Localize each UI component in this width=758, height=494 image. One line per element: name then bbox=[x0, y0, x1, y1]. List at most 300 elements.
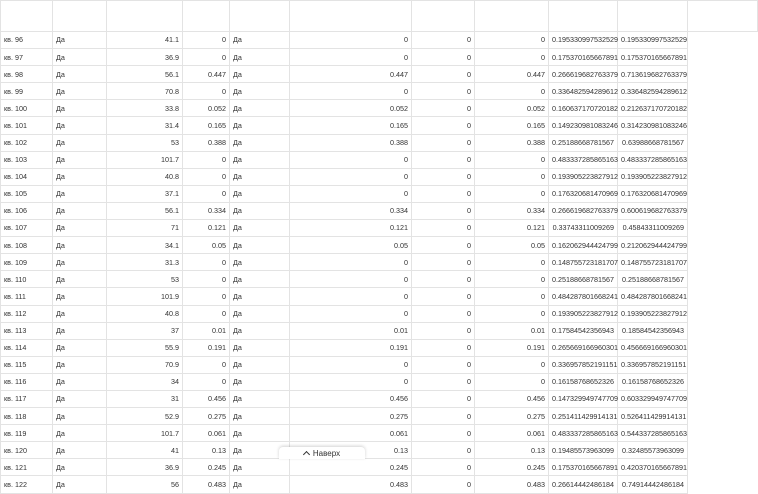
flag-cell[interactable]: Да bbox=[230, 220, 290, 237]
value-cell[interactable]: 0.05 bbox=[183, 237, 230, 254]
value-cell[interactable]: 0 bbox=[412, 390, 475, 407]
flag-cell[interactable]: Да bbox=[230, 117, 290, 134]
value-cell[interactable]: 0 bbox=[475, 185, 549, 202]
flag-cell[interactable]: Да bbox=[230, 425, 290, 442]
value-cell[interactable]: 0.052 bbox=[183, 100, 230, 117]
area-cell[interactable]: 31.4 bbox=[107, 117, 183, 134]
area-cell[interactable]: 53 bbox=[107, 271, 183, 288]
apartment-cell[interactable]: кв. 122 bbox=[1, 476, 53, 493]
value-cell[interactable]: 0 bbox=[290, 168, 412, 185]
table-row bbox=[1, 425, 758, 442]
value-cell[interactable]: 0 bbox=[412, 237, 475, 254]
value-cell[interactable]: 0.052 bbox=[290, 100, 412, 117]
value-cell[interactable]: 0 bbox=[475, 373, 549, 390]
flag-cell[interactable]: Да bbox=[230, 390, 290, 407]
table-row bbox=[1, 288, 758, 305]
value-cell[interactable]: 0 bbox=[475, 83, 549, 100]
apartment-cell[interactable]: кв. 119 bbox=[1, 425, 53, 442]
area-cell[interactable]: 37.1 bbox=[107, 185, 183, 202]
total-cell[interactable]: 0.483337285865163 bbox=[618, 151, 688, 168]
value-cell[interactable]: 0 bbox=[183, 168, 230, 185]
value-cell[interactable]: 0.121 bbox=[183, 220, 230, 237]
flag-cell[interactable]: Да bbox=[230, 202, 290, 219]
total-cell[interactable]: 0.212062944424799 bbox=[618, 237, 688, 254]
apartment-cell[interactable]: кв. 108 bbox=[1, 237, 53, 254]
total-cell[interactable]: 0.456669166960301 bbox=[618, 339, 688, 356]
value-cell[interactable]: 0 bbox=[290, 305, 412, 322]
value-cell[interactable]: 0 bbox=[290, 83, 412, 100]
header-cell bbox=[53, 1, 107, 32]
total-cell[interactable]: 0.526411429914131 bbox=[618, 408, 688, 425]
value-cell[interactable]: 0 bbox=[412, 100, 475, 117]
value-cell[interactable]: 0.191 bbox=[290, 339, 412, 356]
flag-cell[interactable]: Да bbox=[53, 459, 107, 476]
flag-cell[interactable]: Да bbox=[230, 459, 290, 476]
value-cell[interactable]: 0.334 bbox=[475, 202, 549, 219]
value-cell[interactable]: 0.388 bbox=[183, 134, 230, 151]
flag-cell[interactable]: Да bbox=[230, 356, 290, 373]
total-cell[interactable]: 0.195330997532529 bbox=[618, 32, 688, 49]
flag-cell[interactable]: Да bbox=[230, 49, 290, 66]
value-cell[interactable]: 0.456 bbox=[290, 390, 412, 407]
area-cell[interactable]: 40.8 bbox=[107, 305, 183, 322]
flag-cell[interactable]: Да bbox=[53, 254, 107, 271]
value-cell[interactable]: 0.388 bbox=[475, 134, 549, 151]
value-cell[interactable]: 0.245 bbox=[183, 459, 230, 476]
value-cell[interactable]: 0 bbox=[412, 49, 475, 66]
area-cell[interactable]: 36.9 bbox=[107, 459, 183, 476]
value-cell[interactable]: 0.121 bbox=[290, 220, 412, 237]
value-cell[interactable]: 0.052 bbox=[475, 100, 549, 117]
flag-cell[interactable]: Да bbox=[53, 66, 107, 83]
flag-cell[interactable]: Да bbox=[230, 254, 290, 271]
value-cell[interactable]: 0 bbox=[412, 83, 475, 100]
share-cell[interactable]: 0.336482594289612 bbox=[549, 83, 618, 100]
value-cell[interactable]: 0.05 bbox=[290, 237, 412, 254]
table-row bbox=[1, 32, 758, 49]
share-cell[interactable]: 0.17584542356943 bbox=[549, 322, 618, 339]
share-cell[interactable]: 0.193905223827912 bbox=[549, 168, 618, 185]
total-cell[interactable]: 0.74914442486184 bbox=[618, 476, 688, 493]
flag-cell[interactable]: Да bbox=[230, 151, 290, 168]
area-cell[interactable]: 56.1 bbox=[107, 202, 183, 219]
value-cell[interactable]: 0 bbox=[183, 356, 230, 373]
value-cell[interactable]: 0 bbox=[475, 254, 549, 271]
value-cell[interactable]: 0 bbox=[290, 271, 412, 288]
value-cell[interactable]: 0 bbox=[290, 288, 412, 305]
value-cell[interactable]: 0.447 bbox=[183, 66, 230, 83]
share-cell[interactable]: 0.484287801668241 bbox=[549, 288, 618, 305]
area-cell[interactable]: 101.9 bbox=[107, 288, 183, 305]
value-cell[interactable]: 0 bbox=[412, 271, 475, 288]
value-cell[interactable]: 0.245 bbox=[290, 459, 412, 476]
total-cell[interactable]: 0.314230981083246 bbox=[618, 117, 688, 134]
value-cell[interactable]: 0 bbox=[290, 254, 412, 271]
value-cell[interactable]: 0.388 bbox=[290, 134, 412, 151]
apartment-cell[interactable]: кв. 117 bbox=[1, 390, 53, 407]
apartment-cell[interactable]: кв. 102 bbox=[1, 134, 53, 151]
apartment-cell[interactable]: кв. 115 bbox=[1, 356, 53, 373]
flag-cell[interactable]: Да bbox=[53, 49, 107, 66]
flag-cell[interactable]: Да bbox=[230, 168, 290, 185]
apartment-cell[interactable]: кв. 105 bbox=[1, 185, 53, 202]
value-cell[interactable]: 0 bbox=[183, 32, 230, 49]
flag-cell[interactable]: Да bbox=[53, 339, 107, 356]
flag-cell[interactable]: Да bbox=[53, 476, 107, 493]
value-cell[interactable]: 0 bbox=[412, 442, 475, 459]
share-cell[interactable]: 0.175370165667891 bbox=[549, 459, 618, 476]
share-cell[interactable]: 0.26614442486184 bbox=[549, 476, 618, 493]
area-cell[interactable]: 52.9 bbox=[107, 408, 183, 425]
value-cell[interactable]: 0.456 bbox=[475, 390, 549, 407]
flag-cell[interactable]: Да bbox=[53, 202, 107, 219]
table-row bbox=[1, 168, 758, 185]
value-cell[interactable]: 0.01 bbox=[475, 322, 549, 339]
value-cell[interactable]: 0 bbox=[183, 151, 230, 168]
flag-cell[interactable]: Да bbox=[53, 32, 107, 49]
apartment-cell[interactable]: кв. 107 bbox=[1, 220, 53, 237]
value-cell[interactable]: 0.275 bbox=[290, 408, 412, 425]
apartment-cell[interactable]: кв. 104 bbox=[1, 168, 53, 185]
flag-cell[interactable]: Да bbox=[230, 185, 290, 202]
share-cell[interactable]: 0.16158768652326 bbox=[549, 373, 618, 390]
area-cell[interactable]: 56 bbox=[107, 476, 183, 493]
apartment-cell[interactable]: кв. 106 bbox=[1, 202, 53, 219]
value-cell[interactable]: 0 bbox=[412, 356, 475, 373]
apartment-cell[interactable]: кв. 112 bbox=[1, 305, 53, 322]
area-cell[interactable]: 70.9 bbox=[107, 356, 183, 373]
flag-cell[interactable]: Да bbox=[53, 237, 107, 254]
header-cell bbox=[1, 1, 53, 32]
area-cell[interactable]: 37 bbox=[107, 322, 183, 339]
flag-cell[interactable]: Да bbox=[53, 117, 107, 134]
share-cell[interactable]: 0.251411429914131 bbox=[549, 408, 618, 425]
flag-cell[interactable]: Да bbox=[53, 442, 107, 459]
chevron-up-icon bbox=[303, 450, 310, 457]
total-cell[interactable]: 0.336957852191151 bbox=[618, 356, 688, 373]
flag-cell[interactable]: Да bbox=[53, 356, 107, 373]
value-cell[interactable]: 0.061 bbox=[475, 425, 549, 442]
value-cell[interactable]: 0 bbox=[412, 134, 475, 151]
area-cell[interactable]: 36.9 bbox=[107, 49, 183, 66]
area-cell[interactable]: 41 bbox=[107, 442, 183, 459]
value-cell[interactable]: 0.165 bbox=[290, 117, 412, 134]
value-cell[interactable]: 0.121 bbox=[475, 220, 549, 237]
value-cell[interactable]: 0 bbox=[290, 356, 412, 373]
value-cell[interactable]: 0.05 bbox=[475, 237, 549, 254]
flag-cell[interactable]: Да bbox=[230, 237, 290, 254]
area-cell[interactable]: 71 bbox=[107, 220, 183, 237]
value-cell[interactable]: 0 bbox=[412, 66, 475, 83]
flag-cell[interactable]: Да bbox=[230, 339, 290, 356]
total-cell[interactable]: 0.420370165667891 bbox=[618, 459, 688, 476]
value-cell[interactable]: 0 bbox=[412, 32, 475, 49]
share-cell[interactable]: 0.19485573963099 bbox=[549, 442, 618, 459]
area-cell[interactable]: 41.1 bbox=[107, 32, 183, 49]
value-cell[interactable]: 0 bbox=[183, 288, 230, 305]
table-row bbox=[1, 322, 758, 339]
value-cell[interactable]: 0 bbox=[412, 408, 475, 425]
value-cell[interactable]: 0 bbox=[183, 305, 230, 322]
value-cell[interactable]: 0 bbox=[183, 271, 230, 288]
share-cell[interactable]: 0.175370165667891 bbox=[549, 49, 618, 66]
flag-cell[interactable]: Да bbox=[53, 220, 107, 237]
apartment-cell[interactable]: кв. 113 bbox=[1, 322, 53, 339]
share-cell[interactable]: 0.193905223827912 bbox=[549, 305, 618, 322]
apartment-cell[interactable]: кв. 98 bbox=[1, 66, 53, 83]
area-cell[interactable]: 40.8 bbox=[107, 168, 183, 185]
value-cell[interactable]: 0.13 bbox=[183, 442, 230, 459]
flag-cell[interactable]: Да bbox=[230, 100, 290, 117]
value-cell[interactable]: 0.01 bbox=[183, 322, 230, 339]
flag-cell[interactable]: Да bbox=[53, 100, 107, 117]
flag-cell[interactable]: Да bbox=[230, 373, 290, 390]
flag-cell[interactable]: Да bbox=[230, 134, 290, 151]
table-row bbox=[1, 83, 758, 100]
table-row bbox=[1, 237, 758, 254]
value-cell[interactable]: 0 bbox=[412, 254, 475, 271]
value-cell[interactable]: 0 bbox=[290, 373, 412, 390]
value-cell[interactable]: 0 bbox=[475, 305, 549, 322]
total-cell[interactable]: 0.600619682763379 bbox=[618, 202, 688, 219]
share-cell[interactable]: 0.195330997532529 bbox=[549, 32, 618, 49]
area-cell[interactable]: 31.3 bbox=[107, 254, 183, 271]
share-cell[interactable]: 0.265669166960301 bbox=[549, 339, 618, 356]
flag-cell[interactable]: Да bbox=[53, 373, 107, 390]
value-cell[interactable]: 0 bbox=[475, 356, 549, 373]
total-cell[interactable]: 0.63988668781567 bbox=[618, 134, 688, 151]
table-row bbox=[1, 100, 758, 117]
area-cell[interactable]: 55.9 bbox=[107, 339, 183, 356]
area-cell[interactable]: 34.1 bbox=[107, 237, 183, 254]
apartment-cell[interactable]: кв. 97 bbox=[1, 49, 53, 66]
value-cell[interactable]: 0.447 bbox=[475, 66, 549, 83]
share-cell[interactable]: 0.149230981083246 bbox=[549, 117, 618, 134]
value-cell[interactable]: 0 bbox=[412, 305, 475, 322]
table-row bbox=[1, 134, 758, 151]
flag-cell[interactable]: Да bbox=[230, 476, 290, 493]
apartment-cell[interactable]: кв. 118 bbox=[1, 408, 53, 425]
total-cell[interactable]: 0.175370165667891 bbox=[618, 49, 688, 66]
share-cell[interactable]: 0.266619682763379 bbox=[549, 202, 618, 219]
table-row bbox=[1, 356, 758, 373]
value-cell[interactable]: 0 bbox=[412, 322, 475, 339]
total-cell[interactable]: 0.544337285865163 bbox=[618, 425, 688, 442]
flag-cell[interactable]: Да bbox=[230, 322, 290, 339]
value-cell[interactable]: 0.01 bbox=[290, 322, 412, 339]
apartment-cell[interactable]: кв. 109 bbox=[1, 254, 53, 271]
flag-cell[interactable]: Да bbox=[53, 305, 107, 322]
back-to-top-button[interactable] bbox=[279, 447, 365, 459]
value-cell[interactable]: 0 bbox=[412, 117, 475, 134]
apartment-cell[interactable]: кв. 111 bbox=[1, 288, 53, 305]
total-cell[interactable]: 0.193905223827912 bbox=[618, 305, 688, 322]
flag-cell[interactable]: Да bbox=[53, 134, 107, 151]
flag-cell[interactable]: Да bbox=[53, 151, 107, 168]
value-cell[interactable]: 0 bbox=[412, 373, 475, 390]
area-cell[interactable]: 101.7 bbox=[107, 425, 183, 442]
total-cell[interactable]: 0.18584542356943 bbox=[618, 322, 688, 339]
value-cell[interactable]: 0.334 bbox=[183, 202, 230, 219]
value-cell[interactable]: 0.13 bbox=[475, 442, 549, 459]
value-cell[interactable]: 0.456 bbox=[183, 390, 230, 407]
value-cell[interactable]: 0 bbox=[412, 288, 475, 305]
flag-cell[interactable]: Да bbox=[53, 271, 107, 288]
header-cell bbox=[107, 1, 183, 32]
table-row bbox=[1, 390, 758, 407]
apartment-cell[interactable]: кв. 120 bbox=[1, 442, 53, 459]
share-cell[interactable]: 0.266619682763379 bbox=[549, 66, 618, 83]
share-cell[interactable]: 0.33743311009269 bbox=[549, 220, 618, 237]
share-cell[interactable]: 0.336957852191151 bbox=[549, 356, 618, 373]
value-cell[interactable]: 0 bbox=[412, 339, 475, 356]
flag-cell[interactable]: Да bbox=[53, 390, 107, 407]
share-cell[interactable]: 0.176320681470969 bbox=[549, 185, 618, 202]
flag-cell[interactable]: Да bbox=[230, 271, 290, 288]
value-cell[interactable]: 0.165 bbox=[475, 117, 549, 134]
value-cell[interactable]: 0 bbox=[183, 373, 230, 390]
share-cell[interactable]: 0.25188668781567 bbox=[549, 134, 618, 151]
flag-cell[interactable]: Да bbox=[230, 305, 290, 322]
value-cell[interactable]: 0 bbox=[290, 49, 412, 66]
total-cell[interactable]: 0.45843311009269 bbox=[618, 220, 688, 237]
header-cell bbox=[618, 1, 688, 32]
value-cell[interactable]: 0.245 bbox=[475, 459, 549, 476]
header-cell bbox=[290, 1, 412, 32]
flag-cell[interactable]: Да bbox=[53, 322, 107, 339]
apartment-cell[interactable]: кв. 96 bbox=[1, 32, 53, 49]
share-cell[interactable]: 0.25188668781567 bbox=[549, 271, 618, 288]
total-cell[interactable]: 0.212637170720182 bbox=[618, 100, 688, 117]
total-cell[interactable]: 0.148755723181707 bbox=[618, 254, 688, 271]
flag-cell[interactable]: Да bbox=[53, 408, 107, 425]
value-cell[interactable]: 0 bbox=[475, 32, 549, 49]
flag-cell[interactable]: Да bbox=[53, 83, 107, 100]
area-cell[interactable]: 53 bbox=[107, 134, 183, 151]
total-cell[interactable]: 0.603329949747709 bbox=[618, 390, 688, 407]
value-cell[interactable]: 0.483 bbox=[183, 476, 230, 493]
value-cell[interactable]: 0 bbox=[183, 185, 230, 202]
flag-cell[interactable]: Да bbox=[230, 32, 290, 49]
flag-cell[interactable]: Да bbox=[230, 442, 290, 459]
value-cell[interactable]: 0 bbox=[475, 151, 549, 168]
total-cell[interactable]: 0.25188668781567 bbox=[618, 271, 688, 288]
value-cell[interactable]: 0 bbox=[290, 32, 412, 49]
total-cell[interactable]: 0.176320681470969 bbox=[618, 185, 688, 202]
total-cell[interactable]: 0.32485573963099 bbox=[618, 442, 688, 459]
table-row bbox=[1, 271, 758, 288]
value-cell[interactable]: 0.191 bbox=[475, 339, 549, 356]
value-cell[interactable]: 0 bbox=[290, 185, 412, 202]
total-cell[interactable]: 0.16158768652326 bbox=[618, 373, 688, 390]
value-cell[interactable]: 0 bbox=[412, 220, 475, 237]
value-cell[interactable]: 0.483 bbox=[290, 476, 412, 493]
table-row bbox=[1, 254, 758, 271]
total-cell[interactable]: 0.484287801668241 bbox=[618, 288, 688, 305]
value-cell[interactable]: 0 bbox=[183, 254, 230, 271]
header-cell bbox=[412, 1, 475, 32]
total-cell[interactable]: 0.193905223827912 bbox=[618, 168, 688, 185]
total-cell[interactable]: 0.336482594289612 bbox=[618, 83, 688, 100]
value-cell[interactable]: 0 bbox=[412, 425, 475, 442]
value-cell[interactable]: 0.275 bbox=[183, 408, 230, 425]
apartment-cell[interactable]: кв. 121 bbox=[1, 459, 53, 476]
share-cell[interactable]: 0.160637170720182 bbox=[549, 100, 618, 117]
area-cell[interactable]: 34 bbox=[107, 373, 183, 390]
flag-cell[interactable]: Да bbox=[230, 288, 290, 305]
value-cell[interactable]: 0 bbox=[412, 459, 475, 476]
value-cell[interactable]: 0 bbox=[475, 288, 549, 305]
share-cell[interactable]: 0.162062944424799 bbox=[549, 237, 618, 254]
value-cell[interactable]: 0.061 bbox=[183, 425, 230, 442]
area-cell[interactable]: 31 bbox=[107, 390, 183, 407]
value-cell[interactable]: 0 bbox=[412, 202, 475, 219]
apartment-cell[interactable]: кв. 100 bbox=[1, 100, 53, 117]
value-cell[interactable]: 0 bbox=[412, 151, 475, 168]
flag-cell[interactable]: Да bbox=[53, 168, 107, 185]
apartment-cell[interactable]: кв. 99 bbox=[1, 83, 53, 100]
value-cell[interactable]: 0.334 bbox=[290, 202, 412, 219]
share-cell[interactable]: 0.148755723181707 bbox=[549, 254, 618, 271]
flag-cell[interactable]: Да bbox=[53, 288, 107, 305]
table-row bbox=[1, 151, 758, 168]
flag-cell[interactable]: Да bbox=[230, 408, 290, 425]
value-cell[interactable]: 0 bbox=[290, 151, 412, 168]
flag-cell[interactable]: Да bbox=[53, 425, 107, 442]
table-row bbox=[1, 339, 758, 356]
back-to-top-label: Наверх bbox=[312, 448, 341, 458]
value-cell[interactable]: 0 bbox=[475, 168, 549, 185]
value-cell[interactable]: 0.13 bbox=[290, 442, 412, 459]
area-cell[interactable]: 70.8 bbox=[107, 83, 183, 100]
value-cell[interactable]: 0 bbox=[475, 271, 549, 288]
value-cell[interactable]: 0 bbox=[183, 49, 230, 66]
value-cell[interactable]: 0 bbox=[412, 168, 475, 185]
value-cell[interactable]: 0 bbox=[183, 83, 230, 100]
apartment-cell[interactable]: кв. 114 bbox=[1, 339, 53, 356]
value-cell[interactable]: 0.061 bbox=[290, 425, 412, 442]
apartment-cell[interactable]: кв. 101 bbox=[1, 117, 53, 134]
value-cell[interactable]: 0 bbox=[412, 185, 475, 202]
share-cell[interactable]: 0.483337285865163 bbox=[549, 151, 618, 168]
table-row bbox=[1, 185, 758, 202]
apartment-cell[interactable]: кв. 110 bbox=[1, 271, 53, 288]
value-cell[interactable]: 0.165 bbox=[183, 117, 230, 134]
value-cell[interactable]: 0.447 bbox=[290, 66, 412, 83]
header-cell bbox=[475, 1, 549, 32]
total-cell[interactable]: 0.713619682763379 bbox=[618, 66, 688, 83]
flag-cell[interactable]: Да bbox=[53, 185, 107, 202]
header-cell bbox=[230, 1, 290, 32]
table-body bbox=[1, 32, 758, 494]
value-cell[interactable]: 0 bbox=[475, 49, 549, 66]
flag-cell[interactable]: Да bbox=[230, 66, 290, 83]
flag-cell[interactable]: Да bbox=[230, 83, 290, 100]
apartment-cell[interactable]: кв. 116 bbox=[1, 373, 53, 390]
value-cell[interactable]: 0.191 bbox=[183, 339, 230, 356]
share-cell[interactable]: 0.483337285865163 bbox=[549, 425, 618, 442]
share-cell[interactable]: 0.147329949747709 bbox=[549, 390, 618, 407]
apartment-cell[interactable]: кв. 103 bbox=[1, 151, 53, 168]
area-cell[interactable]: 33.8 bbox=[107, 100, 183, 117]
value-cell[interactable]: 0 bbox=[412, 476, 475, 493]
table-row bbox=[1, 305, 758, 322]
area-cell[interactable]: 101.7 bbox=[107, 151, 183, 168]
area-cell[interactable]: 56.1 bbox=[107, 66, 183, 83]
value-cell[interactable]: 0.483 bbox=[475, 476, 549, 493]
value-cell[interactable]: 0.275 bbox=[475, 408, 549, 425]
table-row bbox=[1, 66, 758, 83]
